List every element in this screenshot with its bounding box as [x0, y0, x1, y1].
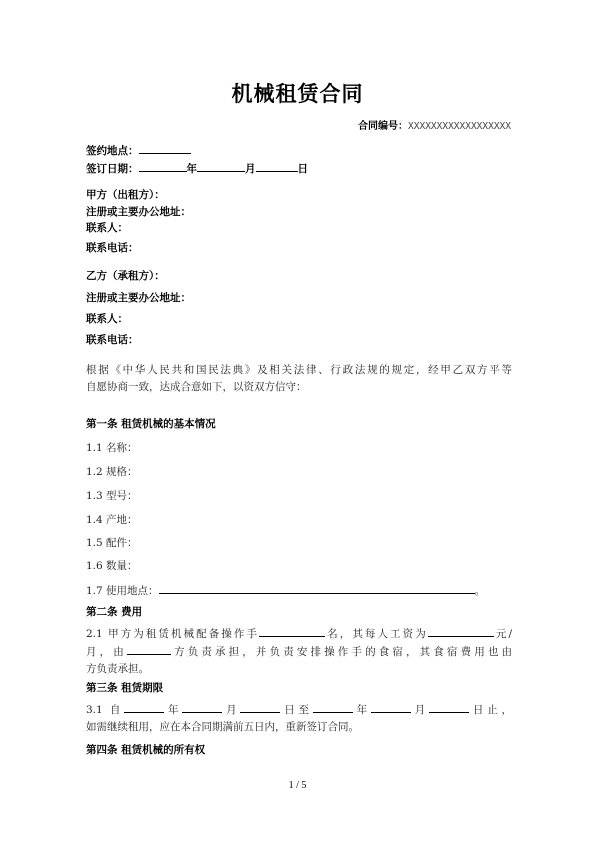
article-4-heading: 第四条 租赁机械的所有权: [86, 744, 206, 756]
party-a-contact-label: 联系人：: [86, 222, 128, 234]
article-1-item: 1.1 名称：: [86, 442, 138, 454]
signing-year-blank: [139, 160, 187, 172]
article-2-text: 元/: [493, 628, 512, 640]
start-day-blank: [240, 701, 280, 713]
article-2-text: 名，其每人工资为: [325, 628, 428, 640]
article-3-text: 年: [164, 704, 183, 716]
signing-place-line: [86, 142, 191, 158]
article-1-item: 1.6 数量：: [86, 560, 138, 572]
responsible-party-blank: [127, 643, 171, 655]
party-b-address-label: 注册或主要办公地址：: [86, 292, 191, 304]
article-1-heading: 第一条 租赁机械的基本情况: [86, 418, 216, 430]
article-2-text: 方负责承担，并负责安排操作手的食宿，其食宿费用也由: [170, 646, 513, 658]
article-1-item-location: [86, 582, 485, 598]
contract-number-value: XXXXXXXXXXXXXXXXXX: [408, 121, 511, 132]
article-1-location-blank: [159, 582, 475, 594]
article-3-line-2: 如需继续租用，应在本合同期满前五日内，重新签订合同。: [86, 721, 359, 733]
end-month-blank: [371, 701, 411, 713]
article-3-text: 日止，: [469, 704, 513, 716]
signing-day-blank: [256, 160, 298, 172]
article-1-location-label: 1.7 使用地点：: [86, 585, 159, 597]
preamble-line-1: 根据《中华人民共和国民法典》及相关法律、行政法规的规定，经甲乙双方平等: [86, 364, 512, 376]
article-2-heading: 第二条 费用: [86, 606, 143, 618]
party-b-contact-label: 联系人：: [86, 313, 128, 325]
contract-number: [358, 117, 511, 132]
article-3-text: 日至: [280, 704, 313, 716]
party-a-address-label: 注册或主要办公地址：: [86, 206, 191, 218]
article-1-item: 1.4 产地：: [86, 514, 138, 526]
signing-date-label: 签订日期：: [86, 163, 139, 175]
article-1-item: 1.3 型号：: [86, 490, 138, 502]
article-3-text: 3.1 自: [86, 704, 125, 716]
article-1-item: 1.5 配件：: [86, 537, 138, 549]
article-2-text: 2.1 甲方为租赁机械配备操作手: [86, 628, 260, 640]
article-3-text: 年: [352, 704, 371, 716]
article-1-item: 1.2 规格：: [86, 466, 138, 478]
party-b-heading: 乙方（承租方）：: [86, 270, 165, 282]
article-3-clause: [86, 701, 512, 736]
signing-month-unit: 月: [245, 163, 256, 175]
article-1-end-mark: 。: [474, 585, 486, 597]
article-2-clause: [86, 625, 512, 678]
signing-place-label: 签约地点：: [86, 145, 139, 157]
contract-number-label: 合同编号：: [358, 121, 409, 132]
article-3-text: 月: [410, 704, 430, 716]
signing-day-unit: 日: [297, 163, 308, 175]
article-2-line-3: 方负责承担。: [86, 663, 149, 675]
end-year-blank: [313, 701, 353, 713]
article-3-heading: 第三条 租赁期限: [86, 682, 164, 694]
article-2-line-2: [86, 643, 512, 661]
article-2-line-1: [86, 625, 512, 643]
preamble-line-2: 自愿协商一致，达成合意如下，以资双方信守：: [86, 381, 307, 393]
party-a-heading: 甲方（出租方）：: [86, 189, 165, 201]
signing-date-line: [86, 160, 308, 176]
party-a-phone-label: 联系电话：: [86, 242, 139, 254]
start-month-blank: [182, 701, 222, 713]
preamble: [86, 362, 512, 396]
wage-blank: [428, 625, 494, 637]
signing-year-unit: 年: [186, 163, 197, 175]
end-day-blank: [429, 701, 469, 713]
signing-month-blank: [197, 160, 245, 172]
article-3-line-1: [86, 701, 512, 719]
document-title: 机械租赁合同: [231, 82, 364, 106]
article-2-text: 月，由: [86, 646, 127, 658]
signing-place-blank: [139, 142, 191, 154]
party-b-phone-label: 联系电话：: [86, 334, 139, 346]
operator-count-blank: [259, 625, 325, 637]
page-number: 1 / 5: [288, 780, 307, 791]
start-year-blank: [124, 701, 164, 713]
article-3-text: 月: [222, 704, 241, 716]
